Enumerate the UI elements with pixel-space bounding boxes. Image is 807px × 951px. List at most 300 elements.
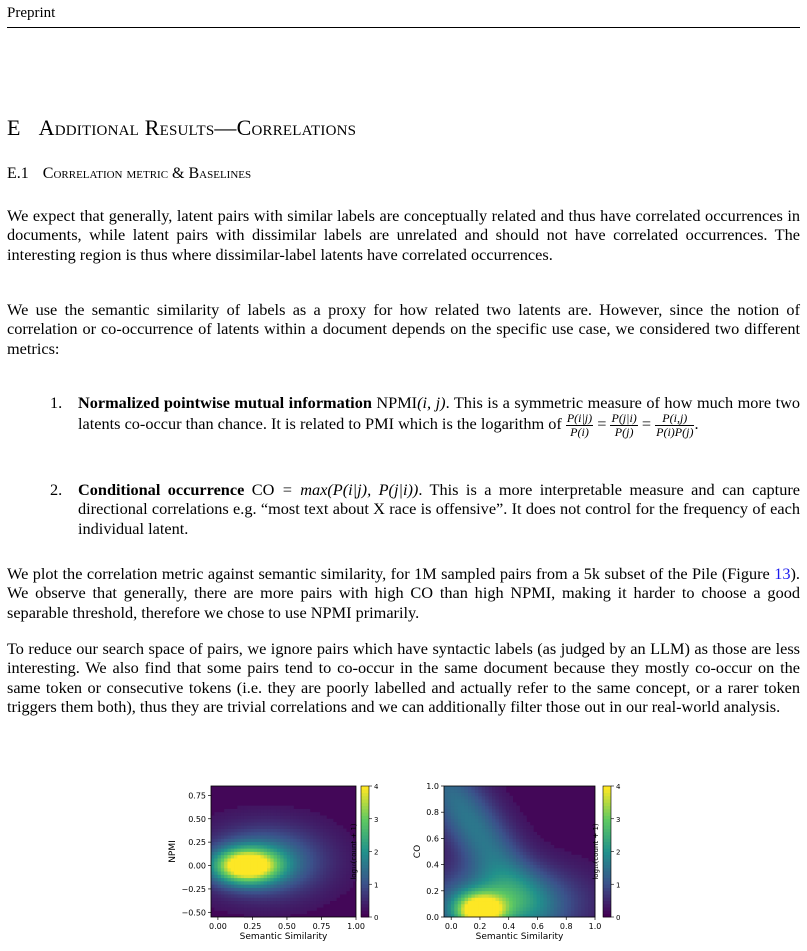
heatmap-cell bbox=[540, 884, 544, 888]
heatmap-cell bbox=[333, 888, 337, 892]
heatmap-cell bbox=[454, 852, 458, 856]
heatmap-cell bbox=[251, 861, 255, 865]
heatmap-cell bbox=[523, 842, 527, 846]
heatmap-cell bbox=[547, 884, 551, 888]
heatmap-cell bbox=[482, 786, 486, 790]
heatmap-cell bbox=[485, 829, 489, 833]
heatmap-cell bbox=[313, 832, 317, 836]
heatmap-cell bbox=[578, 888, 582, 892]
heatmap-cell bbox=[333, 868, 337, 872]
heatmap-cell bbox=[495, 809, 499, 813]
heatmap-cell bbox=[297, 894, 301, 898]
heatmap-cell bbox=[320, 852, 324, 856]
heatmap-cell bbox=[588, 907, 592, 911]
heatmap-cell bbox=[485, 786, 489, 790]
heatmap-cell bbox=[571, 894, 575, 898]
heatmap-cell bbox=[526, 865, 530, 869]
heatmap-cell bbox=[277, 852, 281, 856]
heatmap-cell bbox=[485, 874, 489, 878]
heatmap-cell bbox=[251, 845, 255, 849]
figure-reference-link[interactable]: 13 bbox=[774, 564, 791, 583]
heatmap-cell bbox=[274, 888, 278, 892]
heatmap-cell bbox=[557, 907, 561, 911]
heatmap-cell bbox=[287, 852, 291, 856]
heatmap-cell bbox=[540, 865, 544, 869]
heatmap-cell bbox=[578, 901, 582, 905]
heatmap-cell bbox=[574, 888, 578, 892]
heatmap-cell bbox=[554, 861, 558, 865]
heatmap-cell bbox=[303, 848, 307, 852]
heatmap-cell bbox=[588, 888, 592, 892]
heatmap-cell bbox=[461, 799, 465, 803]
heatmap-cell bbox=[550, 865, 554, 869]
heatmap-cell bbox=[568, 904, 572, 908]
heatmap-cell bbox=[482, 815, 486, 819]
heatmap-cell bbox=[530, 871, 534, 875]
heatmap-cell bbox=[293, 815, 297, 819]
heatmap-cell bbox=[458, 904, 462, 908]
heatmap-cell bbox=[211, 881, 215, 885]
heatmap-cell bbox=[241, 852, 245, 856]
colorbar-segment bbox=[603, 874, 611, 878]
heatmap-cell bbox=[277, 904, 281, 908]
term-co: Conditional occurrence bbox=[78, 480, 245, 499]
heatmap-cell bbox=[326, 852, 330, 856]
heatmap-cell bbox=[451, 907, 455, 911]
heatmap-cell bbox=[244, 861, 248, 865]
heatmap-cell bbox=[326, 871, 330, 875]
heatmap-cell bbox=[333, 858, 337, 862]
heatmap-cell bbox=[234, 871, 238, 875]
heatmap-cell bbox=[323, 845, 327, 849]
heatmap-cell bbox=[274, 865, 278, 869]
heatmap-cell bbox=[516, 881, 520, 885]
heatmap-cell bbox=[300, 888, 304, 892]
heatmap-cell bbox=[303, 907, 307, 911]
heatmap-cell bbox=[316, 835, 320, 839]
heatmap-cell bbox=[346, 888, 350, 892]
heatmap-cell bbox=[234, 852, 238, 856]
heatmap-cell bbox=[340, 852, 344, 856]
heatmap-cell bbox=[234, 829, 238, 833]
heatmap-cell bbox=[227, 897, 231, 901]
heatmap-cell bbox=[307, 881, 311, 885]
heatmap-cell bbox=[468, 799, 472, 803]
heatmap-cell bbox=[475, 910, 479, 914]
heatmap-cell bbox=[244, 842, 248, 846]
heatmap-cell bbox=[502, 894, 506, 898]
heatmap-cell bbox=[458, 809, 462, 813]
heatmap-cell bbox=[454, 855, 458, 859]
heatmap-cell bbox=[485, 815, 489, 819]
heatmap-cell bbox=[447, 868, 451, 872]
heatmap-cell bbox=[303, 904, 307, 908]
heatmap-cell bbox=[530, 874, 534, 878]
heatmap-cell bbox=[461, 897, 465, 901]
heatmap-cell bbox=[465, 884, 469, 888]
heatmap-cell bbox=[336, 861, 340, 865]
heatmap-cell bbox=[461, 796, 465, 800]
heatmap-cell bbox=[293, 901, 297, 905]
heatmap-cell bbox=[444, 897, 448, 901]
heatmap-cell bbox=[447, 812, 451, 816]
heatmap-cell bbox=[461, 865, 465, 869]
y-tick-label: 0.4 bbox=[426, 860, 439, 870]
heatmap-cell bbox=[485, 871, 489, 875]
heatmap-cell bbox=[557, 910, 561, 914]
heatmap-cell bbox=[482, 868, 486, 872]
heatmap-cell bbox=[458, 793, 462, 797]
heatmap-cell bbox=[537, 838, 541, 842]
heatmap-cell bbox=[247, 878, 251, 882]
heatmap-cell bbox=[326, 894, 330, 898]
heatmap-cell bbox=[267, 907, 271, 911]
heatmap-cell bbox=[502, 809, 506, 813]
heatmap-cell bbox=[485, 822, 489, 826]
heatmap-cell bbox=[451, 878, 455, 882]
heatmap-cell bbox=[561, 852, 565, 856]
heatmap-cell bbox=[523, 832, 527, 836]
heatmap-cell bbox=[475, 901, 479, 905]
colorbar-segment bbox=[361, 904, 369, 908]
heatmap-cell bbox=[468, 796, 472, 800]
heatmap-cell bbox=[254, 901, 258, 905]
heatmap-cell bbox=[506, 819, 510, 823]
heatmap-cell bbox=[237, 881, 241, 885]
heatmap-cell bbox=[458, 838, 462, 842]
heatmap-cell bbox=[290, 884, 294, 888]
heatmap-cell bbox=[506, 874, 510, 878]
heatmap-cell bbox=[260, 888, 264, 892]
heatmap-cell bbox=[581, 910, 585, 914]
heatmap-cell bbox=[313, 888, 317, 892]
heatmap-cell bbox=[251, 812, 255, 816]
x-tick-label: 0.2 bbox=[473, 922, 487, 931]
heatmap-cell bbox=[482, 881, 486, 885]
heatmap-cell bbox=[340, 884, 344, 888]
heatmap-cell bbox=[465, 888, 469, 892]
heatmap-cell bbox=[447, 825, 451, 829]
heatmap-cell bbox=[287, 907, 291, 911]
heatmap-cell bbox=[537, 884, 541, 888]
heatmap-cell bbox=[526, 907, 530, 911]
heatmap-cell bbox=[300, 901, 304, 905]
colorbar-segment bbox=[603, 786, 611, 790]
heatmap-cell bbox=[241, 848, 245, 852]
heatmap-cell bbox=[495, 865, 499, 869]
heatmap-cell bbox=[564, 897, 568, 901]
heatmap-cell bbox=[313, 838, 317, 842]
heatmap-cell bbox=[526, 910, 530, 914]
x-tick-label: 1.0 bbox=[588, 922, 602, 931]
heatmap-cell bbox=[280, 832, 284, 836]
heatmap-cell bbox=[540, 874, 544, 878]
heatmap-cell bbox=[526, 825, 530, 829]
heatmap-cell bbox=[513, 819, 517, 823]
heatmap-cell bbox=[526, 888, 530, 892]
heatmap-cell bbox=[454, 835, 458, 839]
heatmap-cell bbox=[313, 884, 317, 888]
heatmap-cell bbox=[257, 842, 261, 846]
heatmap-cell bbox=[257, 910, 261, 914]
heatmap-cell bbox=[523, 891, 527, 895]
heatmap-cell bbox=[520, 832, 524, 836]
heatmap-cell bbox=[280, 852, 284, 856]
heatmap-cell bbox=[550, 848, 554, 852]
heatmap-cell bbox=[316, 819, 320, 823]
heatmap-cell bbox=[485, 861, 489, 865]
heatmap-cell bbox=[574, 861, 578, 865]
heatmap-cell bbox=[260, 842, 264, 846]
heatmap-cell bbox=[270, 845, 274, 849]
heatmap-cell bbox=[310, 825, 314, 829]
heatmap-cell bbox=[310, 868, 314, 872]
heatmap-cell bbox=[482, 842, 486, 846]
heatmap-cell bbox=[257, 822, 261, 826]
heatmap-cell bbox=[499, 855, 503, 859]
heatmap-cell bbox=[218, 848, 222, 852]
heatmap-cell bbox=[574, 868, 578, 872]
heatmap-cell bbox=[270, 904, 274, 908]
heatmap-cell bbox=[465, 855, 469, 859]
heatmap-cell bbox=[300, 829, 304, 833]
heatmap-cell bbox=[444, 825, 448, 829]
heatmap-cell bbox=[516, 858, 520, 862]
heatmap-cell bbox=[461, 815, 465, 819]
heatmap-cell bbox=[478, 897, 482, 901]
x-tick-label: 0.75 bbox=[312, 922, 331, 931]
heatmap-cell bbox=[310, 845, 314, 849]
heatmap-cell bbox=[254, 884, 258, 888]
heatmap-cell bbox=[316, 822, 320, 826]
heatmap-cell bbox=[237, 832, 241, 836]
heatmap-cell bbox=[468, 891, 472, 895]
heatmap-cell bbox=[502, 829, 506, 833]
heatmap-cell bbox=[343, 881, 347, 885]
heatmap-cell bbox=[214, 868, 218, 872]
heatmap-cell bbox=[244, 848, 248, 852]
colorbar-segment bbox=[361, 881, 369, 885]
heatmap-cell bbox=[254, 835, 258, 839]
heatmap-cell bbox=[270, 868, 274, 872]
heatmap-cell bbox=[237, 848, 241, 852]
heatmap-cell bbox=[447, 884, 451, 888]
heatmap-cell bbox=[506, 871, 510, 875]
heatmap-cell bbox=[547, 878, 551, 882]
heatmap-cell bbox=[260, 884, 264, 888]
heatmap-cell bbox=[274, 825, 278, 829]
heatmap-cell bbox=[475, 861, 479, 865]
heatmap-cell bbox=[214, 855, 218, 859]
heatmap-cell bbox=[509, 897, 513, 901]
heatmap-cell bbox=[482, 907, 486, 911]
heatmap-cell bbox=[499, 845, 503, 849]
heatmap-cell bbox=[478, 861, 482, 865]
heatmap-cell bbox=[578, 910, 582, 914]
heatmap-cell bbox=[526, 858, 530, 862]
heatmap-cell bbox=[465, 871, 469, 875]
heatmap-cell bbox=[557, 901, 561, 905]
heatmap-cell bbox=[218, 897, 222, 901]
heatmap-cell bbox=[326, 845, 330, 849]
heatmap-cell bbox=[244, 852, 248, 856]
heatmap-cell bbox=[513, 897, 517, 901]
heatmap-cell bbox=[513, 822, 517, 826]
heatmap-cell bbox=[444, 888, 448, 892]
heatmap-cell bbox=[313, 868, 317, 872]
heatmap-cell bbox=[574, 897, 578, 901]
heatmap-cell bbox=[237, 845, 241, 849]
heatmap-cell bbox=[326, 842, 330, 846]
heatmap-cell bbox=[274, 861, 278, 865]
sentence-end: . bbox=[694, 414, 699, 434]
heatmap-cell bbox=[495, 861, 499, 865]
colorbar-segment bbox=[361, 907, 369, 911]
heatmap-cell bbox=[310, 852, 314, 856]
heatmap-cell bbox=[224, 819, 228, 823]
heatmap-cell bbox=[333, 835, 337, 839]
subsection-title bbox=[7, 165, 251, 183]
heatmap-cell bbox=[310, 891, 314, 895]
heatmap-cell bbox=[293, 838, 297, 842]
heatmap-cell bbox=[284, 891, 288, 895]
heatmap-cell bbox=[544, 848, 548, 852]
heatmap-cell bbox=[290, 825, 294, 829]
heatmap-cell bbox=[303, 865, 307, 869]
heatmap-cell bbox=[478, 874, 482, 878]
heatmap-cell bbox=[346, 881, 350, 885]
heatmap-cell bbox=[300, 907, 304, 911]
heatmap-cell bbox=[458, 871, 462, 875]
heatmap-cell bbox=[564, 891, 568, 895]
x-tick-label: 0.8 bbox=[559, 922, 573, 931]
heatmap-cell bbox=[241, 868, 245, 872]
heatmap-cell bbox=[218, 884, 222, 888]
heatmap-cell bbox=[482, 829, 486, 833]
heatmap-cell bbox=[495, 868, 499, 872]
heatmap-cell bbox=[293, 861, 297, 865]
heatmap-cell bbox=[287, 842, 291, 846]
heatmap-cell bbox=[340, 871, 344, 875]
heatmap-cell bbox=[482, 812, 486, 816]
heatmap-cell bbox=[506, 832, 510, 836]
x-tick-label: 0.25 bbox=[243, 922, 262, 931]
heatmap-cell bbox=[343, 878, 347, 882]
heatmap-cell bbox=[492, 891, 496, 895]
heatmap-cell bbox=[290, 891, 294, 895]
heatmap-cell bbox=[267, 861, 271, 865]
heatmap-cell bbox=[300, 815, 304, 819]
heatmap-cell bbox=[533, 897, 537, 901]
heatmap-cell bbox=[468, 907, 472, 911]
heatmap-cell bbox=[307, 832, 311, 836]
heatmap-cell bbox=[458, 796, 462, 800]
heatmap-cell bbox=[343, 845, 347, 849]
heatmap-cell bbox=[499, 888, 503, 892]
y-tick-label: 0.6 bbox=[426, 834, 439, 844]
heatmap-cell bbox=[284, 825, 288, 829]
heatmap-cell bbox=[237, 809, 241, 813]
heatmap-cell bbox=[533, 901, 537, 905]
heatmap-cell bbox=[550, 845, 554, 849]
heatmap-cell bbox=[492, 865, 496, 869]
heatmap-cell bbox=[568, 888, 572, 892]
heatmap-cell bbox=[343, 858, 347, 862]
heatmap-cell bbox=[465, 789, 469, 793]
heatmap-cell bbox=[310, 812, 314, 816]
heatmap-cell bbox=[244, 838, 248, 842]
heatmap-cell bbox=[293, 812, 297, 816]
heatmap-cell bbox=[489, 835, 493, 839]
heatmap-cell bbox=[316, 868, 320, 872]
heatmap-cell bbox=[447, 861, 451, 865]
heatmap-cell bbox=[523, 910, 527, 914]
heatmap-cell bbox=[257, 829, 261, 833]
heatmap-cell bbox=[290, 865, 294, 869]
heatmap-cell bbox=[547, 852, 551, 856]
heatmap-cell bbox=[280, 874, 284, 878]
heatmap-cell bbox=[287, 858, 291, 862]
heatmap-cell bbox=[218, 907, 222, 911]
heatmap-cell bbox=[277, 884, 281, 888]
heatmap-cell bbox=[231, 910, 235, 914]
heatmap-cell bbox=[444, 819, 448, 823]
heatmap-cell bbox=[513, 829, 517, 833]
heatmap-cell bbox=[346, 884, 350, 888]
heatmap-cell bbox=[475, 897, 479, 901]
heatmap-cell bbox=[574, 874, 578, 878]
heatmap-cell bbox=[303, 858, 307, 862]
heatmap-cell bbox=[293, 878, 297, 882]
paragraph-3 bbox=[7, 564, 800, 622]
heatmap-cell bbox=[316, 901, 320, 905]
heatmap-cell bbox=[475, 878, 479, 882]
heatmap-cell bbox=[227, 852, 231, 856]
heatmap-cell bbox=[461, 871, 465, 875]
heatmap-cell bbox=[482, 894, 486, 898]
heatmap-cell bbox=[244, 835, 248, 839]
heatmap-cell bbox=[530, 848, 534, 852]
heatmap-cell bbox=[270, 809, 274, 813]
heatmap-cell bbox=[260, 838, 264, 842]
colorbar-label: log₁₀(count + 1) bbox=[592, 823, 600, 880]
heatmap-cell bbox=[502, 802, 506, 806]
heatmap-cell bbox=[454, 786, 458, 790]
list-item-number: 2. bbox=[50, 480, 63, 499]
heatmap-cell bbox=[495, 835, 499, 839]
heatmap-cell bbox=[454, 842, 458, 846]
heatmap-cell bbox=[550, 868, 554, 872]
heatmap-cell bbox=[564, 871, 568, 875]
heatmap-cell bbox=[478, 888, 482, 892]
heatmap-cell bbox=[284, 835, 288, 839]
heatmap-cell bbox=[465, 848, 469, 852]
heatmap-cell bbox=[320, 884, 324, 888]
heatmap-cell bbox=[274, 835, 278, 839]
heatmap-cell bbox=[454, 819, 458, 823]
heatmap-cell bbox=[509, 865, 513, 869]
heatmap-cell bbox=[530, 901, 534, 905]
heatmap-cell bbox=[495, 855, 499, 859]
heatmap-cell bbox=[284, 861, 288, 865]
heatmap-cell bbox=[499, 835, 503, 839]
heatmap-cell bbox=[307, 897, 311, 901]
heatmap-cell bbox=[444, 829, 448, 833]
heatmap-cell bbox=[303, 874, 307, 878]
heatmap-cell bbox=[277, 874, 281, 878]
colorbar-tick-label: 3 bbox=[374, 815, 379, 824]
heatmap-cell bbox=[471, 825, 475, 829]
